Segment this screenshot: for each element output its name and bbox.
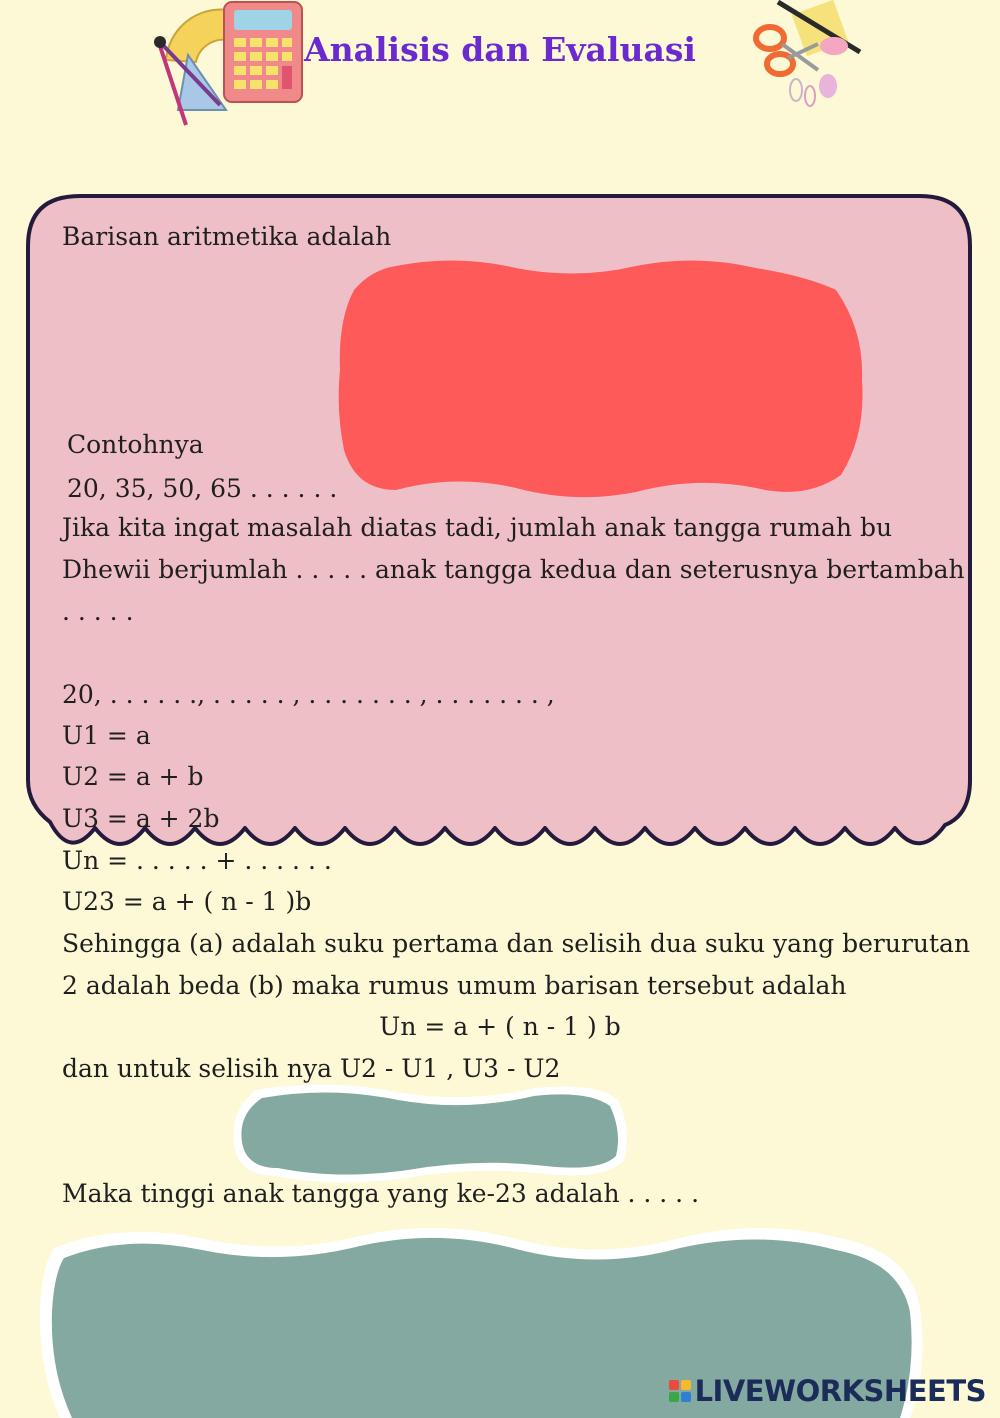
sequence-blanks: 20, . . . . . ., . . . . . , . . . . . . . , . . . . . . . , (62, 680, 555, 709)
difference-line: dan untuk selisih nya U2 - U1 , U3 - U2 (62, 1054, 561, 1083)
definition-answer-box[interactable] (336, 260, 866, 500)
formula-u2: U2 = a + b (62, 762, 204, 791)
formula-u1: U1 = a (62, 721, 151, 750)
final-question: Maka tinggi anak tangga yang ke-23 adalah . . . . . (62, 1179, 700, 1208)
liveworksheets-logo-icon (669, 1380, 691, 1402)
formula-u23: U23 = a + ( n - 1 )b (62, 887, 312, 916)
formula-un-blank: Un = . . . . . + . . . . . . (62, 846, 332, 875)
liveworksheets-brand (669, 1374, 986, 1408)
formula-u3: U3 = a + 2b (62, 804, 220, 833)
page-title: Analisis dan Evaluasi (304, 30, 696, 69)
brand-text: LIVEWORKSHEETS (694, 1374, 986, 1408)
difference-answer-box[interactable] (226, 1080, 632, 1184)
example-label: Contohnya (67, 430, 204, 459)
conclusion-line-2: 2 adalah beda (b) maka rumus umum barisan tersebut adalah (62, 971, 847, 1000)
example-sequence: 20, 35, 50, 65 . . . . . . (67, 474, 338, 503)
problem-line-3: . . . . . (62, 597, 134, 626)
general-formula: Un = a + ( n - 1 ) b (379, 1012, 621, 1041)
conclusion-line-1: Sehingga (a) adalah suku pertama dan selisih dua suku yang berurutan (62, 929, 971, 958)
problem-line-2: Dhewii berjumlah . . . . . anak tangga kedua dan seterusnya bertambah (62, 555, 965, 584)
definition-label: Barisan aritmetika adalah (62, 222, 392, 251)
problem-line-1: Jika kita ingat masalah diatas tadi, jumlah anak tangga rumah bu (62, 513, 893, 542)
